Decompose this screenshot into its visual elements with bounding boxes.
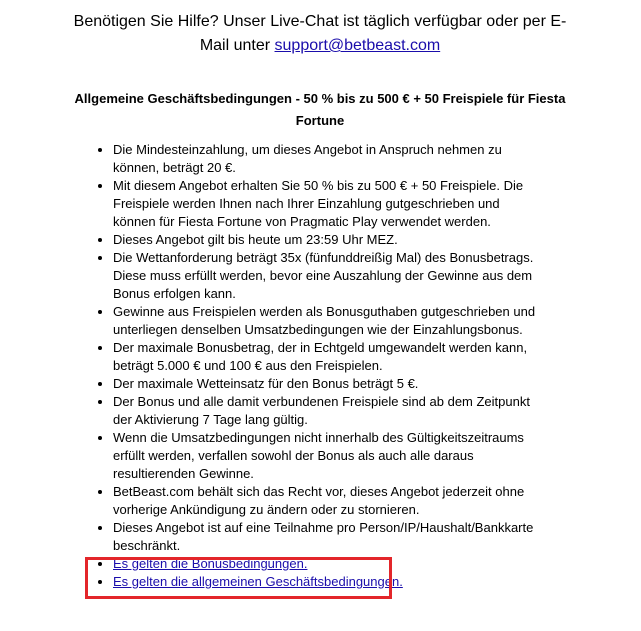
- list-item: • Der maximale Bonusbetrag, der in Echtgeld umgewandelt werden kann, beträgt 5.000 € und 100 € aus den Freispielen.: [113, 339, 543, 375]
- list-item: • Die Wettanforderung beträgt 35x (fünfunddreißig Mal) des Bonusbetrags. Diese muss erfüllt werden, bevor eine Auszahlung der Gewinne aus dem Bonus erfolgen kann.: [113, 249, 543, 303]
- list-item: • BetBeast.com behält sich das Recht vor, dieses Angebot jederzeit ohne vorherige Ankündigung zu ändern oder zu stornieren.: [113, 483, 543, 519]
- support-email-link[interactable]: support@betbeast.com: [274, 37, 441, 54]
- list-item: • Wenn die Umsatzbedingungen nicht innerhalb des Gültigkeitszeitraums erfüllt werden, verfallen sowohl der Bonus als auch alle daraus resultierenden Gewinne.: [113, 429, 543, 483]
- bonus-terms-link[interactable]: Es gelten die Bonusbedingungen.: [113, 556, 308, 571]
- help-text-body: Benötigen Sie Hilfe? Unser Live-Chat ist täglich verfügbar oder per E-Mail unter: [73, 13, 567, 54]
- list-item: • Der maximale Wetteinsatz für den Bonus beträgt 5 €.: [113, 375, 543, 393]
- list-item: • Gewinne aus Freispielen werden als Bonusguthaben gutgeschrieben und unterliegen denselben Umsatzbedingungen wie der Einzahlungsbonus.: [113, 303, 543, 339]
- list-item: • Dieses Angebot ist auf eine Teilnahme pro Person/IP/Haushalt/Bankkarte beschränkt.: [113, 519, 543, 555]
- list-item: • Dieses Angebot gilt bis heute um 23:59 Uhr MEZ.: [113, 231, 543, 249]
- list-item-general-terms: [113, 573, 543, 591]
- list-item: • Der Bonus und alle damit verbundenen Freispiele sind ab dem Zeitpunkt der Aktivierung 7 Tage lang gültig.: [113, 393, 543, 429]
- terms-title: Allgemeine Geschäftsbedingungen - 50 % bis zu 500 € + 50 Freispiele für Fiesta Fortune: [74, 91, 566, 128]
- list-item: • Mit diesem Angebot erhalten Sie 50 % bis zu 500 € + 50 Freispiele. Die Freispiele werden Ihnen nach Ihrer Einzahlung gutgeschrieben und können für Fiesta Fortune von Pragmatic Play verwendet werden.: [113, 177, 543, 231]
- terms-list: [95, 141, 543, 591]
- list-item: • Die Mindesteinzahlung, um dieses Angebot in Anspruch nehmen zu können, beträgt 20 €.: [113, 141, 543, 177]
- general-terms-link[interactable]: Es gelten die allgemeinen Geschäftsbedingungen.: [113, 574, 403, 589]
- help-text: [60, 10, 580, 58]
- list-item-bonus-terms: [113, 555, 543, 573]
